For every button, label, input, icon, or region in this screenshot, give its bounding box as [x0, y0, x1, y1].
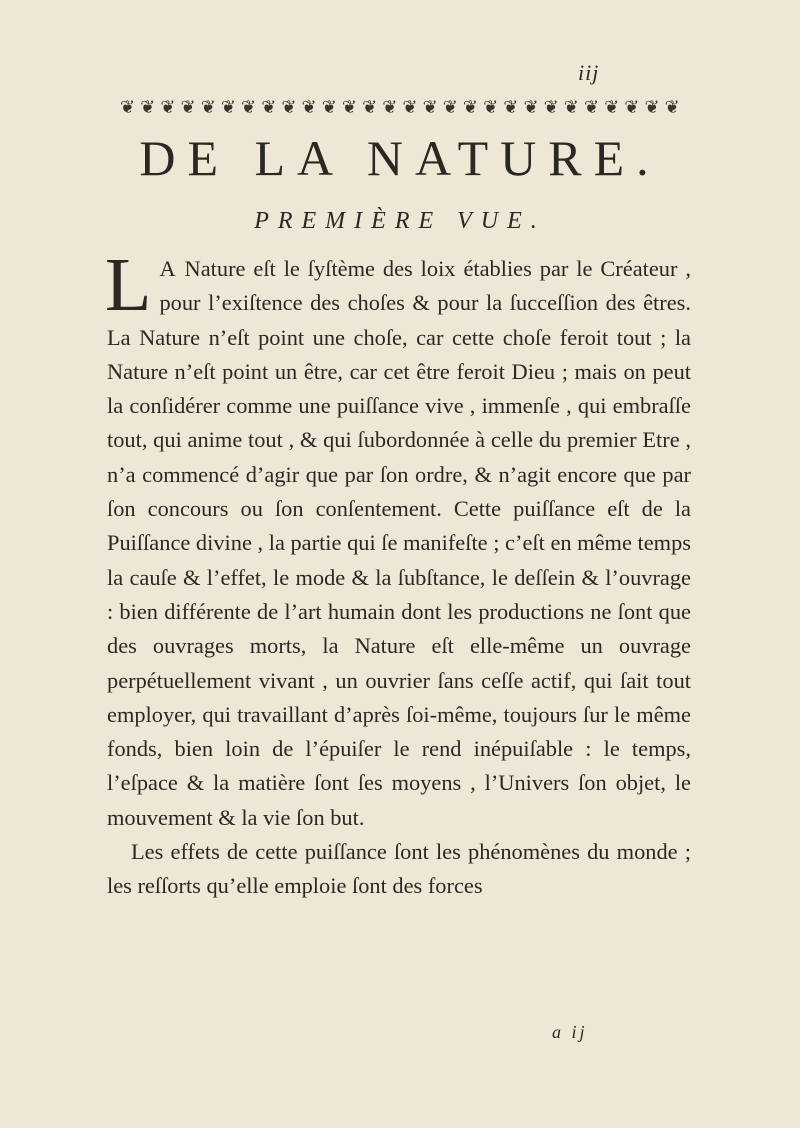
ornament-glyph: ❦ — [382, 97, 398, 117]
ornament-glyph: ❦ — [220, 97, 236, 117]
ornament-glyph: ❦ — [160, 97, 176, 117]
ornament-glyph: ❦ — [200, 97, 216, 117]
ornament-glyph: ❦ — [261, 97, 277, 117]
chapter-subtitle: PREMIÈRE VUE. — [254, 208, 546, 234]
page-number: iij — [578, 60, 600, 85]
paragraph-1 — [105, 243, 691, 835]
chapter-title: DE LA NATURE. — [139, 130, 661, 186]
ornament-glyph: ❦ — [462, 97, 479, 117]
body-text — [105, 243, 691, 904]
ornament-border — [120, 94, 680, 120]
ornament-glyph: ❦ — [341, 97, 357, 117]
ornament-glyph: ❦ — [543, 97, 559, 117]
paragraph-1-text: Nature eſt le ſyſtème des loix établies par le Créateur , pour l’exiſtence des choſes & pour la ſucceſſion des êtres. La Nature n’eſt point une choſe, car cette choſe feroit tout ; la Nature n’eſt point un être, car cet être feroit Dieu ; mais on peut la conſidérer comme une puiſſance vive , immenſe , qui embraſſe tout, qui anime tout , & qui ſubordonnée à celle du premier Etre , n’a commencé d’agir que par ſon ordre, & n’agit encore que par ſon concours ou ſon conſentement. Cette puiſſance eſt de la Puiſſance divine , la partie qui ſe manifeſte ; c’eſt en même temps la cauſe & l’effet, le mode & la ſubſtance, le deſſein & l’ouvrage : bien différente de l’art humain dont les productions ne ſont que des ouvrages morts, la Nature eſt elle-même un ouvrage perpétuellement vivant , un ouvrier ſans ceſſe actif, qui ſait tout employer, qui travaillant d’après ſoi-même, toujours ſur le même fonds, bien loin de l’épuiſer le rend inépuiſable : le temps, l’eſpace & la matière ſont ſes moyens , l’Univers ſon objet, le mouvement & la vie ſon but. — [107, 256, 691, 830]
ornament-glyph: ❦ — [281, 97, 297, 117]
ornament-glyph: ❦ — [442, 97, 458, 117]
first-word-rest: A — [159, 256, 177, 281]
ornament-glyph: ❦ — [483, 97, 499, 117]
ornament-glyph: ❦ — [140, 97, 156, 117]
ornament-glyph: ❦ — [523, 97, 539, 117]
ornament-glyph: ❦ — [604, 97, 620, 117]
paragraph-2: Les effets de cette puiſſance ſont les phénomènes du monde ; les reſſorts qu’elle emploie ſont des forces — [107, 839, 691, 899]
ornament-glyph: ❦ — [624, 97, 640, 117]
ornament-glyph: ❦ — [664, 97, 680, 117]
ornament-glyph: ❦ — [241, 97, 257, 117]
ornament-glyph: ❦ — [563, 97, 579, 117]
ornament-glyph: ❦ — [362, 97, 378, 117]
ornament-glyph: ❦ — [120, 97, 136, 117]
ornament-glyph: ❦ — [422, 97, 438, 117]
drop-cap: L — [105, 243, 152, 327]
ornament-glyph: ❦ — [301, 97, 317, 117]
ornament-glyph: ❦ — [402, 97, 418, 117]
ornament-glyph: ❦ — [180, 97, 196, 117]
signature-mark: a ij — [552, 1022, 588, 1042]
ornament-glyph: ❦ — [583, 97, 600, 117]
ornament-glyph: ❦ — [503, 97, 519, 117]
ornament-glyph: ❦ — [321, 97, 337, 117]
ornament-glyph: ❦ — [644, 97, 660, 117]
